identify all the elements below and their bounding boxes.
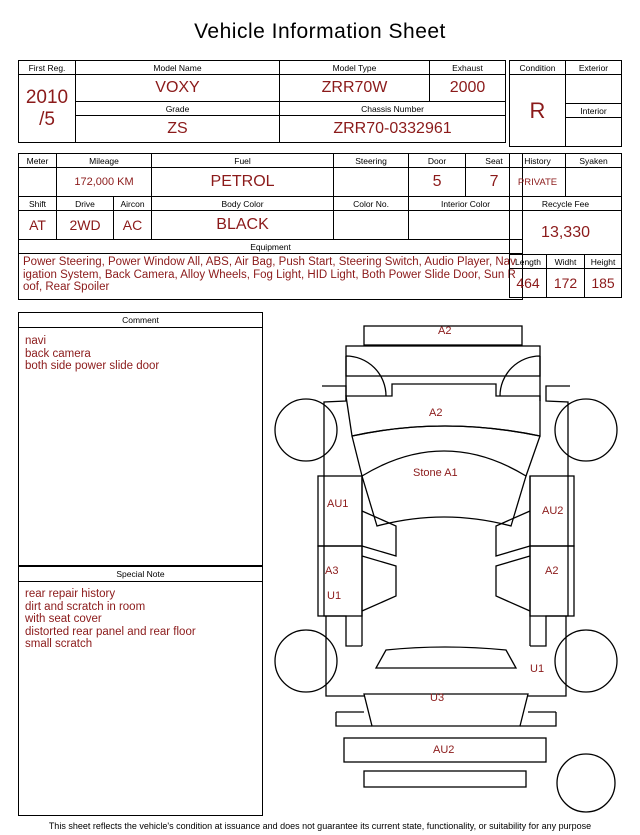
shift-value: AT (19, 211, 57, 240)
front-grille-outline (346, 346, 540, 376)
note-line: dirt and scratch in room (25, 600, 146, 613)
chassis-value: ZRR70-0332961 (280, 116, 506, 143)
height-label: Height (585, 255, 622, 269)
meter-label: Meter (19, 154, 57, 168)
history-label: History (510, 154, 566, 168)
damage-mark-rear-bumper: AU2 (433, 744, 455, 756)
model-type-value: ZRR70W (280, 75, 430, 102)
history-value: PRIVATE (510, 168, 566, 197)
interior-color-value (409, 211, 523, 240)
interior-label: Interior (566, 104, 622, 118)
color-no-label: Color No. (334, 197, 409, 211)
first-reg-year: 2010 (25, 86, 69, 108)
note-line: rear repair history (25, 588, 116, 600)
aircon-label: Aircon (114, 197, 152, 211)
disclaimer-footer: This sheet reflects the vehicle's condition at issuance and does not guarantee its current state, functionality, or suitability for any purpose (48, 821, 592, 831)
aircon-value: AC (114, 211, 152, 240)
condition-table (509, 60, 622, 147)
damage-mark-left-rear-door-a: A3 (325, 565, 339, 577)
steering-label: Steering (334, 154, 409, 168)
rear-left-wheel (275, 630, 337, 692)
recycle-fee-label: Recycle Fee (510, 197, 622, 211)
left-body-line (322, 386, 362, 646)
color-no-value (334, 211, 409, 240)
interior-value (566, 118, 622, 147)
fuel-label: Fuel (152, 154, 334, 168)
rear-right-wheel (555, 630, 617, 692)
mileage-value: 172,000 KM (57, 168, 152, 197)
damage-mark-right-front-door: AU2 (542, 505, 564, 517)
page-title: Vehicle Information Sheet (194, 20, 446, 43)
roof-outline (396, 526, 496, 636)
grade-label: Grade (76, 102, 280, 116)
special-note-label: Special Note (19, 567, 262, 582)
model-name-label: Model Name (76, 61, 280, 75)
mileage-label: Mileage (57, 154, 152, 168)
equipment-label: Equipment (19, 240, 523, 254)
height-value: 185 (585, 269, 622, 298)
specs-table (18, 153, 523, 300)
windshield-outline (362, 451, 526, 526)
damage-mark-front-bumper: A2 (438, 325, 452, 337)
damage-mark-rear-gate: U3 (430, 692, 445, 704)
front-left-wheel (275, 399, 337, 461)
exterior-value (566, 75, 622, 104)
front-right-wheel (555, 399, 617, 461)
front-left-fender (346, 356, 386, 401)
spare-wheel (557, 754, 615, 812)
exterior-label: Exterior (566, 61, 622, 75)
condition-label: Condition (510, 61, 566, 75)
left-front-window (362, 511, 396, 556)
meter-value (19, 168, 57, 197)
note-line: with seat cover (25, 613, 102, 625)
header-table (18, 60, 506, 143)
damage-mark-left-front-door: AU1 (327, 498, 349, 510)
syaken-label: Syaken (566, 154, 622, 168)
comment-line: navi (25, 335, 47, 347)
front-right-fender (500, 356, 540, 401)
right-rear-window (496, 556, 530, 611)
shift-label: Shift (19, 197, 57, 211)
condition-grade: R (510, 75, 566, 147)
special-note-body (19, 582, 262, 657)
damage-mark-left-rear-door-u: U1 (327, 590, 342, 602)
rear-gate-outline (364, 694, 528, 726)
steering-value (334, 168, 409, 197)
door-value: 5 (409, 168, 466, 197)
recycle-fee-value: 13,330 (510, 211, 622, 255)
grade-value: ZS (76, 116, 280, 143)
model-type-label: Model Type (280, 61, 430, 75)
length-value: 464 (510, 269, 547, 298)
comment-label: Comment (19, 313, 262, 328)
seat-label: Seat (466, 154, 523, 168)
drive-label: Drive (57, 197, 114, 211)
length-label: Length (510, 255, 547, 269)
equipment-value: Power Steering, Power Window All, ABS, Air Bag, Push Start, Steering Switch, Audio Player, Navigation System, Back Camera, Alloy Wheels, Fog Light, HID Light, Both Power Slide Door, Sun Roof, Rear Spoiler (19, 254, 523, 300)
interior-color-label: Interior Color (409, 197, 523, 211)
rear-lower-panel (364, 771, 526, 787)
left-rear-window (362, 556, 396, 611)
car-damage-diagram (266, 316, 626, 816)
comment-box (18, 312, 263, 566)
damage-mark-hood: A2 (429, 407, 443, 419)
first-reg-month: /5 (39, 108, 55, 130)
comment-body (19, 328, 262, 379)
seat-value: 7 (466, 168, 523, 197)
first-reg-value (19, 75, 76, 143)
comment-line: both side power slide door (25, 360, 160, 372)
damage-mark-windshield: Stone A1 (413, 467, 458, 479)
width-label: Widht (547, 255, 585, 269)
syaken-value (566, 168, 622, 197)
exhaust-label: Exhaust (430, 61, 506, 75)
rear-window-outline (376, 647, 516, 668)
body-color-value: BLACK (152, 211, 334, 240)
exhaust-value: 2000 (430, 75, 506, 102)
chassis-label: Chassis Number (280, 102, 506, 116)
fuel-value: PETROL (152, 168, 334, 197)
hood-outline (346, 384, 540, 436)
special-note-box (18, 566, 263, 816)
note-line: distorted rear panel and rear floor (25, 625, 196, 638)
damage-mark-right-rear-door: A2 (545, 565, 559, 577)
body-color-label: Body Color (152, 197, 334, 211)
note-line: small scratch (25, 638, 93, 650)
first-reg-label: First Reg. (19, 61, 76, 75)
side-table (509, 153, 622, 298)
width-value: 172 (547, 269, 585, 298)
comment-line: back camera (25, 347, 91, 360)
damage-mark-right-rear-quarter: U1 (530, 663, 545, 675)
drive-value: 2WD (57, 211, 114, 240)
model-name-value: VOXY (76, 75, 280, 102)
door-label: Door (409, 154, 466, 168)
